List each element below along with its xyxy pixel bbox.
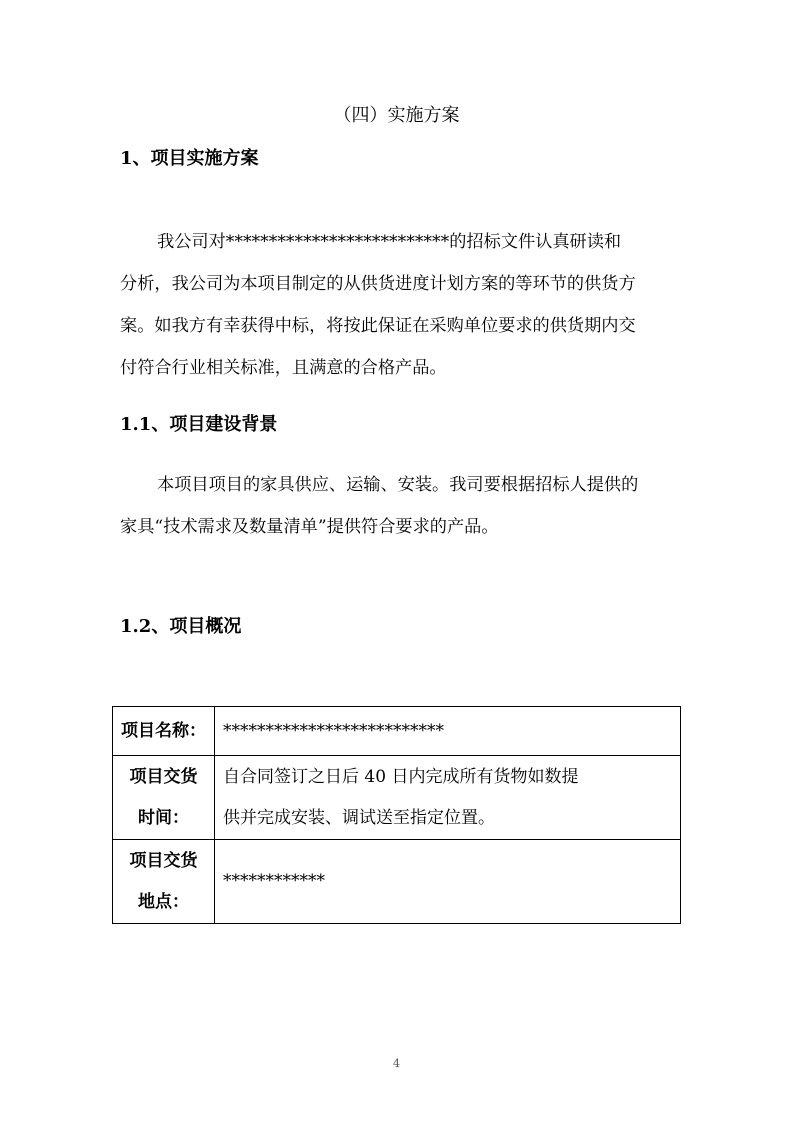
page-number: 4: [393, 1057, 400, 1070]
value-delivery-location: [215, 840, 681, 924]
label-delivery-location: [113, 840, 215, 924]
value-line: ************: [223, 871, 325, 891]
label-delivery-time: [113, 756, 215, 840]
value-project-name: [215, 707, 681, 756]
section-title: （四）实施方案: [333, 105, 460, 126]
label-line: 项目交货: [129, 850, 198, 871]
label-line: 时间：: [138, 807, 189, 828]
paragraph-line: 我公司对**************************的招标文件认真研读和: [157, 232, 622, 252]
project-info-table: [112, 706, 681, 924]
paragraph-line: 分析，我公司为本项目制定的从供货进度计划方案的等环节的供货方: [120, 274, 636, 294]
paragraph-implementation: [120, 221, 680, 389]
table-row: [113, 756, 681, 840]
label-line: 地点：: [138, 891, 189, 912]
paragraph-background: [120, 464, 680, 548]
heading-project-implementation: 1、项目实施方案: [120, 148, 259, 169]
label-project-name: [113, 707, 215, 756]
value-line: **************************: [223, 720, 444, 741]
value-line: 供并完成安装、调试送至指定位置。: [223, 807, 495, 828]
label-line: 项目名称：: [121, 720, 206, 741]
table-row: [113, 707, 681, 756]
paragraph-line: 家具“技术需求及数量清单”提供符合要求的产品。: [120, 517, 499, 537]
value-line: 自合同签订之日后 40 日内完成所有货物如数提: [223, 766, 579, 787]
value-delivery-time: [215, 756, 681, 840]
paragraph-line: 本项目项目的家具供应、运输、安装。我司要根据招标人提供的: [157, 475, 639, 495]
table-row: [113, 840, 681, 924]
label-line: 项目交货: [129, 766, 198, 787]
paragraph-line: 付符合行业相关标准，且满意的合格产品。: [120, 358, 447, 378]
heading-project-background: 1.1、项目建设背景: [120, 414, 278, 435]
heading-project-overview: 1.2、项目概况: [120, 616, 242, 637]
paragraph-line: 案。如我方有幸获得中标，将按此保证在采购单位要求的供货期内交: [120, 316, 636, 336]
